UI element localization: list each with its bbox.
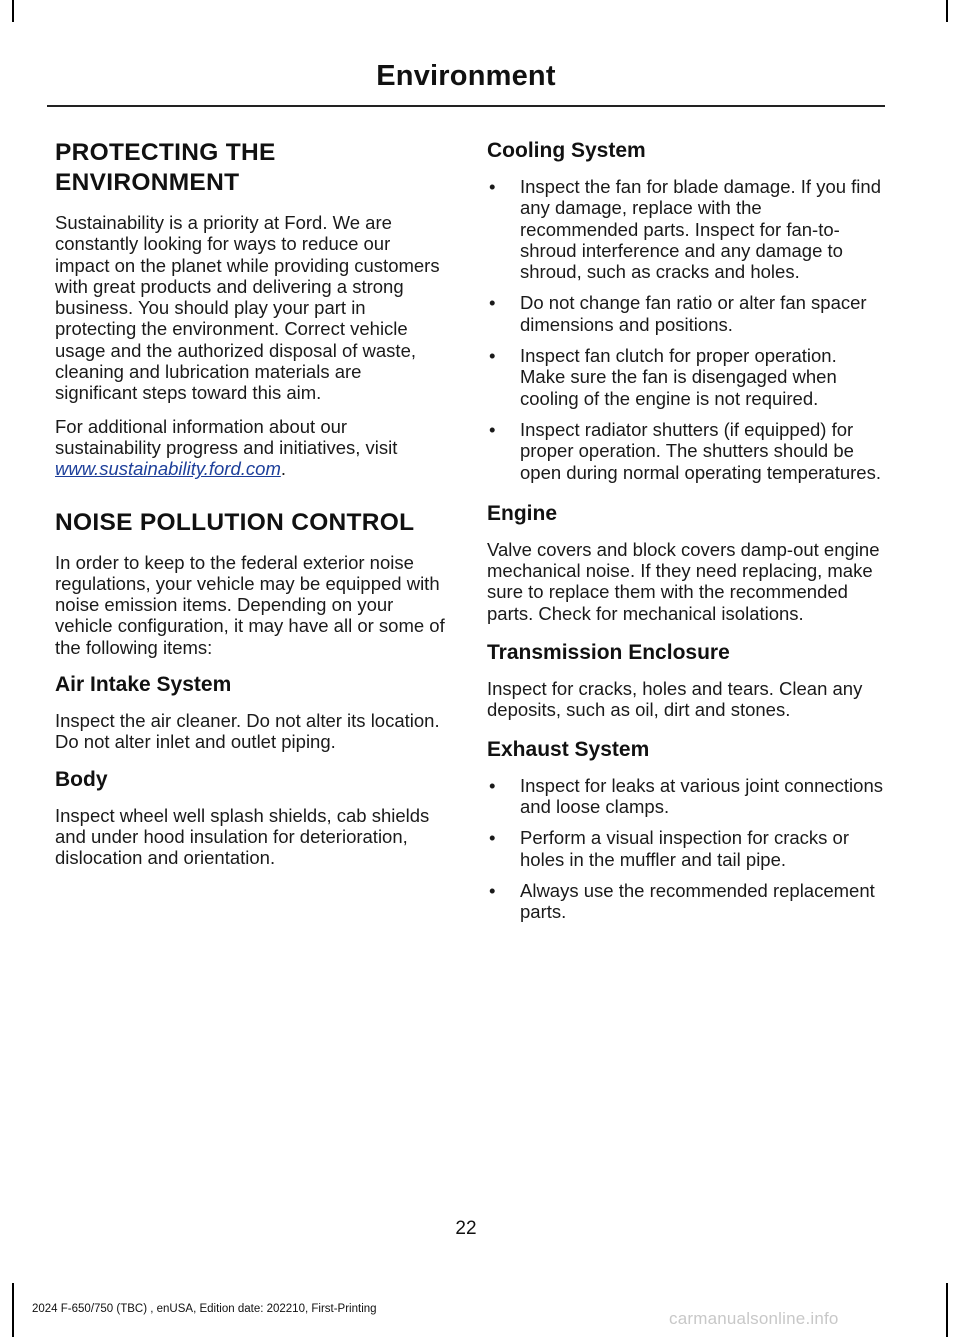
- sustainability-paragraph: Sustainability is a priority at Ford. We are constantly looking for ways to reduce our impact on the planet while providing customers with great products and delivering a strong business. You should play your part in protecting the environment. Correct vehicle usage and the authorized disposal of waste, cleaning and lubrication materials are significant steps toward this aim.: [55, 212, 440, 404]
- edition-footer: 2024 F-650/750 (TBC) , enUSA, Edition date: 202210, First-Printing: [32, 1303, 377, 1315]
- cooling-system-list: [487, 176, 885, 483]
- list-item-text: Always use the recommended replacement parts.: [520, 879, 875, 923]
- list-item: [487, 880, 885, 923]
- list-item: [487, 419, 885, 483]
- list-item-text: Inspect fan clutch for proper operation. Make sure the fan is disengaged when cooling of the engine is not required.: [520, 345, 837, 409]
- right-column: [487, 138, 885, 940]
- list-item: [487, 176, 885, 282]
- list-item-text: Inspect the fan for blade damage. If you find any damage, replace with the recommended parts. Inspect for fan-to-shroud interference and any damage to shroud, such as cracks and holes.: [520, 176, 881, 283]
- header-divider: [47, 105, 885, 107]
- transmission-paragraph: Inspect for cracks, holes and tears. Clean any deposits, such as oil, dirt and stones.: [487, 678, 863, 721]
- noise-intro-paragraph: In order to keep to the federal exterior noise regulations, your vehicle may be equipped with noise emission items. Depending on your vehicle configuration, it may have all or some of the following items:: [55, 551, 445, 658]
- bullet-icon: •: [489, 827, 496, 849]
- exhaust-system-list: [487, 775, 885, 923]
- page-number: 22: [455, 1218, 477, 1239]
- list-item: [487, 292, 885, 335]
- list-item: [487, 827, 885, 870]
- bullet-icon: •: [489, 176, 496, 197]
- list-item-text: Perform a visual inspection for cracks or holes in the muffler and tail pipe.: [520, 827, 850, 870]
- left-column: [55, 138, 447, 881]
- list-item-text: Inspect radiator shutters (if equipped) for proper operation. The shutters should be open during normal operating temperatures.: [520, 418, 881, 483]
- additional-info-paragraph: [55, 416, 447, 480]
- engine-paragraph: Valve covers and block covers damp-out engine mechanical noise. If they need replacing, make sure to replace them with the recommended parts. Check for mechanical isolations.: [487, 538, 880, 624]
- air-intake-paragraph: Inspect the air cleaner. Do not alter its location. Do not alter inlet and outlet piping.: [55, 710, 440, 753]
- list-item-text: Do not change fan ratio or alter fan spacer dimensions and positions.: [520, 292, 867, 335]
- bullet-icon: •: [489, 292, 496, 314]
- crop-mark-bottom-right: [946, 1283, 948, 1337]
- bullet-icon: •: [489, 418, 496, 440]
- subheading-air-intake: Air Intake System: [55, 673, 232, 697]
- subheading-engine: Engine: [487, 501, 558, 525]
- bullet-icon: •: [489, 879, 496, 901]
- subheading-transmission-enclosure: Transmission Enclosure: [487, 641, 730, 665]
- sustainability-link[interactable]: www.sustainability.ford.com: [55, 458, 281, 480]
- additional-info-text: For additional information about our sustainability progress and initiatives, visit: [55, 415, 398, 458]
- crop-mark-top-left: [12, 0, 14, 22]
- crop-mark-top-right: [946, 0, 948, 22]
- body-paragraph: Inspect wheel well splash shields, cab shields and under hood insulation for deterioration, dislocation and orientation.: [55, 804, 430, 869]
- subheading-cooling-system: Cooling System: [487, 139, 646, 162]
- list-item: [487, 775, 885, 818]
- list-item: [487, 345, 885, 409]
- bullet-icon: •: [489, 345, 496, 367]
- section-heading-noise-pollution: NOISE POLLUTION CONTROL: [55, 508, 415, 536]
- list-item-text: Inspect for leaks at various joint connections and loose clamps.: [520, 774, 883, 817]
- page-header-title: Environment: [376, 60, 556, 92]
- site-watermark: carmanualsonline.info: [669, 1309, 839, 1328]
- heading-line-2: ENVIRONMENT: [55, 169, 240, 196]
- bullet-icon: •: [489, 774, 496, 796]
- subheading-exhaust-system: Exhaust System: [487, 737, 650, 761]
- crop-mark-bottom-left: [12, 1283, 14, 1337]
- additional-info-period: .: [280, 458, 286, 480]
- heading-line-1: PROTECTING THE: [55, 139, 276, 166]
- subheading-body: Body: [55, 767, 108, 791]
- section-heading-protecting-environment: [55, 138, 447, 198]
